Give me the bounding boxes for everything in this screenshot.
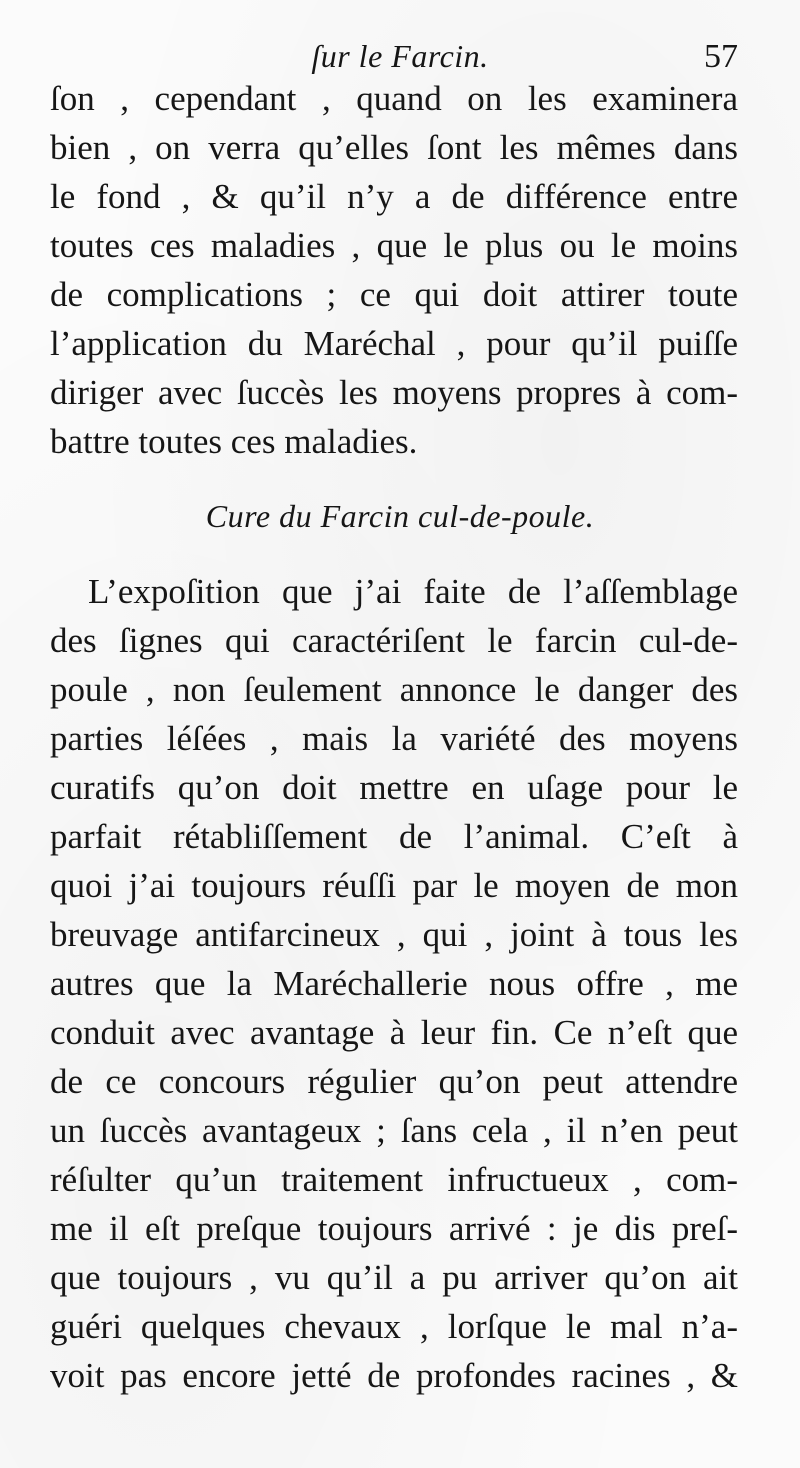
text-line: L’expoſition que j’ai faite de l’aſſemblage: [88, 572, 738, 611]
text-line: le fond , & qu’il n’y a de différence entre: [50, 177, 738, 216]
text-line: l’application du Maréchal , pour qu’il puiſſe: [50, 324, 738, 363]
paragraph-1: [50, 74, 738, 466]
text-line: autres que la Maréchallerie nous offre , me: [50, 964, 738, 1003]
text-line: voit pas encore jetté de profondes racines , &: [50, 1356, 738, 1395]
text-line: ſon , cependant , quand on les examinera: [50, 79, 738, 118]
text-line: guéri quelques chevaux , lorſque le mal n’a-: [50, 1307, 738, 1346]
text-line: battre toutes ces maladies.: [50, 422, 418, 461]
text-line: diriger avec ſuccès les moyens propres à com-: [50, 373, 738, 412]
text-line: poule , non ſeulement annonce le danger des: [50, 670, 738, 709]
text-line: toutes ces maladies , que le plus ou le moins: [50, 226, 738, 265]
text-line: breuvage antifarcineux , qui , joint à tous les: [50, 915, 738, 954]
text-line: conduit avec avantage à leur fin. Ce n’eſt que: [50, 1013, 738, 1052]
text-line: un ſuccès avantageux ; ſans cela , il n’en peut: [50, 1111, 738, 1150]
running-title: ſur le Farcin.: [311, 38, 489, 74]
paragraph-2: [50, 567, 738, 1400]
page-number: 57: [704, 38, 738, 75]
section-heading: Cure du Farcin cul-de-poule.: [205, 498, 595, 534]
text-line: parfait rétabliſſement de l’animal. C’eſt à: [50, 817, 738, 856]
text-line: quoi j’ai toujours réuſſi par le moyen de mon: [50, 866, 738, 905]
text-line: que toujours , vu qu’il a pu arriver qu’on ait: [50, 1258, 738, 1297]
text-line: curatifs qu’on doit mettre en uſage pour le: [50, 768, 738, 807]
text-line: des ſignes qui caractériſent le farcin cul-de-: [50, 621, 738, 660]
text-line: réſulter qu’un traitement infructueux , com-: [50, 1160, 738, 1199]
text-line: me il eſt preſque toujours arrivé : je dis preſ-: [50, 1209, 738, 1248]
text-line: parties léſées , mais la variété des moyens: [50, 719, 738, 758]
text-line: de ce concours régulier qu’on peut attendre: [50, 1062, 738, 1101]
text-line: de complications ; ce qui doit attirer toute: [50, 275, 738, 314]
text-line: bien , on verra qu’elles ſont les mêmes dans: [50, 128, 738, 167]
